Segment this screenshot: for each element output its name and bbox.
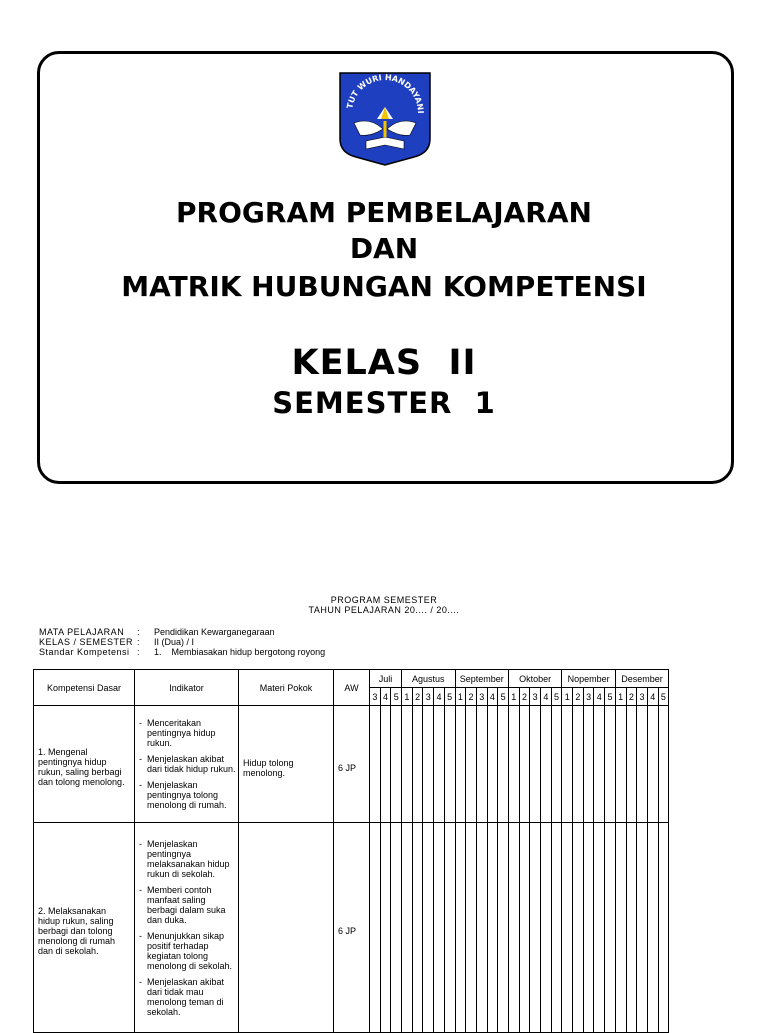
- week-cell: [466, 706, 477, 823]
- week-cell: [508, 706, 519, 823]
- program-year: TAHUN PELAJARAN 20.... / 20....: [308, 605, 460, 615]
- header-materi-pokok: Materi Pokok: [239, 670, 334, 706]
- week-cell: [647, 706, 658, 823]
- week-cell: [391, 706, 402, 823]
- month-header: Desember: [615, 670, 668, 688]
- tut-wuri-handayani-logo: [330, 67, 440, 167]
- week-cell: [605, 706, 616, 823]
- week-number: 1: [562, 688, 573, 706]
- week-number: 2: [466, 688, 477, 706]
- week-cell: [423, 706, 434, 823]
- week-number: 4: [647, 688, 658, 706]
- week-cell: [658, 706, 669, 823]
- week-cell: [498, 706, 509, 823]
- month-header: Juli: [370, 670, 402, 688]
- indikator-cell: [135, 706, 239, 823]
- week-cell: [434, 706, 445, 823]
- meta-key: KELAS / SEMESTER: [39, 637, 134, 647]
- week-cell: [530, 706, 541, 823]
- week-cell: [562, 823, 573, 1033]
- week-cell: [466, 823, 477, 1033]
- header-indikator: Indikator: [135, 670, 239, 706]
- week-cell: [530, 823, 541, 1033]
- week-number: 4: [380, 688, 391, 706]
- week-number: 4: [487, 688, 498, 706]
- indikator-item: - Menjelaskan akibat dari tidak hidup rukun.: [139, 754, 236, 774]
- week-number: 5: [605, 688, 616, 706]
- table-row: [34, 706, 669, 823]
- week-number: 2: [412, 688, 423, 706]
- week-cell: [412, 706, 423, 823]
- week-cell: [647, 823, 658, 1033]
- week-cell: [541, 706, 552, 823]
- week-number: 3: [637, 688, 648, 706]
- kompetensi-dasar-cell: 2. Melaksanakan hidup rukun, saling berbagi dan tolong menolong di rumah dan di sekolah.: [34, 823, 135, 1033]
- logo-text: TUT WURI HANDAYANI: [345, 72, 426, 114]
- week-number: 1: [402, 688, 413, 706]
- cover-title-line-3: MATRIK HUBUNGAN KOMPETENSI: [121, 270, 647, 303]
- meta-colon: :: [137, 637, 140, 647]
- week-number: 4: [594, 688, 605, 706]
- week-cell: [583, 706, 594, 823]
- week-number: 3: [530, 688, 541, 706]
- week-number: 3: [476, 688, 487, 706]
- month-header: Agustus: [402, 670, 455, 688]
- week-cell: [370, 823, 381, 1033]
- week-cell: [423, 823, 434, 1033]
- week-cell: [562, 706, 573, 823]
- indikator-cell: [135, 823, 239, 1033]
- cover-kelas: KELAS II: [291, 343, 477, 383]
- week-number: 5: [444, 688, 455, 706]
- week-cell: [626, 706, 637, 823]
- cover-semester: SEMESTER 1: [272, 386, 496, 420]
- week-number: 2: [626, 688, 637, 706]
- week-cell: [573, 823, 584, 1033]
- week-number: 2: [573, 688, 584, 706]
- week-cell: [476, 706, 487, 823]
- week-number: 1: [508, 688, 519, 706]
- week-cell: [637, 823, 648, 1033]
- week-number: 2: [519, 688, 530, 706]
- week-cell: [487, 823, 498, 1033]
- indikator-item: - Menjelaskan pentingnya tolong menolong di rumah.: [139, 780, 236, 810]
- week-cell: [391, 823, 402, 1033]
- week-number: 5: [498, 688, 509, 706]
- week-cell: [615, 823, 626, 1033]
- week-cell: [434, 823, 445, 1033]
- week-number: 3: [370, 688, 381, 706]
- indikator-item: - Menunjukkan sikap positif terhadap kegiatan tolong menolong di sekolah.: [139, 931, 236, 971]
- materi-pokok-cell: Hidup tolong menolong.: [239, 706, 334, 823]
- week-cell: [402, 823, 413, 1033]
- week-number: 4: [541, 688, 552, 706]
- week-cell: [605, 823, 616, 1033]
- indikator-item: - Memberi contoh manfaat saling berbagi dalam suka dan duka.: [139, 885, 236, 925]
- week-cell: [498, 823, 509, 1033]
- week-number: 3: [423, 688, 434, 706]
- meta-key: Standar Kompetensi: [39, 647, 130, 657]
- month-header: Oktober: [508, 670, 561, 688]
- week-cell: [594, 706, 605, 823]
- week-cell: [380, 823, 391, 1033]
- week-cell: [455, 706, 466, 823]
- week-cell: [519, 823, 530, 1033]
- materi-pokok-cell: [239, 823, 334, 1033]
- week-number: 5: [658, 688, 669, 706]
- header-aw: AW: [334, 670, 370, 706]
- week-cell: [551, 706, 562, 823]
- week-cell: [412, 823, 423, 1033]
- week-cell: [476, 823, 487, 1033]
- month-header: September: [455, 670, 508, 688]
- month-header: Nopember: [562, 670, 615, 688]
- week-cell: [444, 823, 455, 1033]
- week-cell: [551, 823, 562, 1033]
- cover-title-line-2: DAN: [349, 232, 419, 265]
- meta-colon: :: [137, 647, 140, 657]
- week-number: 5: [391, 688, 402, 706]
- program-heading: PROGRAM SEMESTER: [330, 595, 438, 605]
- week-cell: [541, 823, 552, 1033]
- indikator-item: - Menceritakan pentingnya hidup rukun.: [139, 718, 236, 748]
- week-cell: [380, 706, 391, 823]
- meta-key: MATA PELAJARAN: [39, 627, 125, 637]
- meta-value: II (Dua) / I: [154, 637, 195, 647]
- program-semester-table: [33, 669, 669, 1033]
- week-number: 1: [615, 688, 626, 706]
- meta-value: Pendidikan Kewarganegaraan: [154, 627, 275, 637]
- indikator-item: - Menjelaskan pentingnya melaksanakan hidup rukun di sekolah.: [139, 839, 236, 879]
- week-cell: [455, 823, 466, 1033]
- week-number: 5: [551, 688, 562, 706]
- week-cell: [370, 706, 381, 823]
- week-number: 1: [455, 688, 466, 706]
- week-cell: [402, 706, 413, 823]
- week-cell: [444, 706, 455, 823]
- week-cell: [519, 706, 530, 823]
- kompetensi-dasar-cell: 1. Mengenal pentingnya hidup rukun, saling berbagi dan tolong menolong.: [34, 706, 135, 823]
- cover-title-line-1: PROGRAM PEMBELAJARAN: [176, 196, 592, 229]
- aw-cell: 6 JP: [334, 706, 370, 823]
- week-cell: [583, 823, 594, 1033]
- meta-value: 1. Membiasakan hidup bergotong royong: [154, 647, 326, 657]
- indikator-item: - Menjelaskan akibat dari tidak mau menolong teman di sekolah.: [139, 977, 236, 1017]
- meta-colon: :: [137, 627, 140, 637]
- aw-cell: 6 JP: [334, 823, 370, 1033]
- week-cell: [594, 823, 605, 1033]
- week-cell: [508, 823, 519, 1033]
- week-number: 4: [434, 688, 445, 706]
- week-cell: [573, 706, 584, 823]
- week-number: 3: [583, 688, 594, 706]
- week-cell: [626, 823, 637, 1033]
- week-cell: [487, 706, 498, 823]
- table-row: [34, 823, 669, 1033]
- week-cell: [637, 706, 648, 823]
- week-cell: [658, 823, 669, 1033]
- header-kompetensi-dasar: Kompetensi Dasar: [34, 670, 135, 706]
- week-cell: [615, 706, 626, 823]
